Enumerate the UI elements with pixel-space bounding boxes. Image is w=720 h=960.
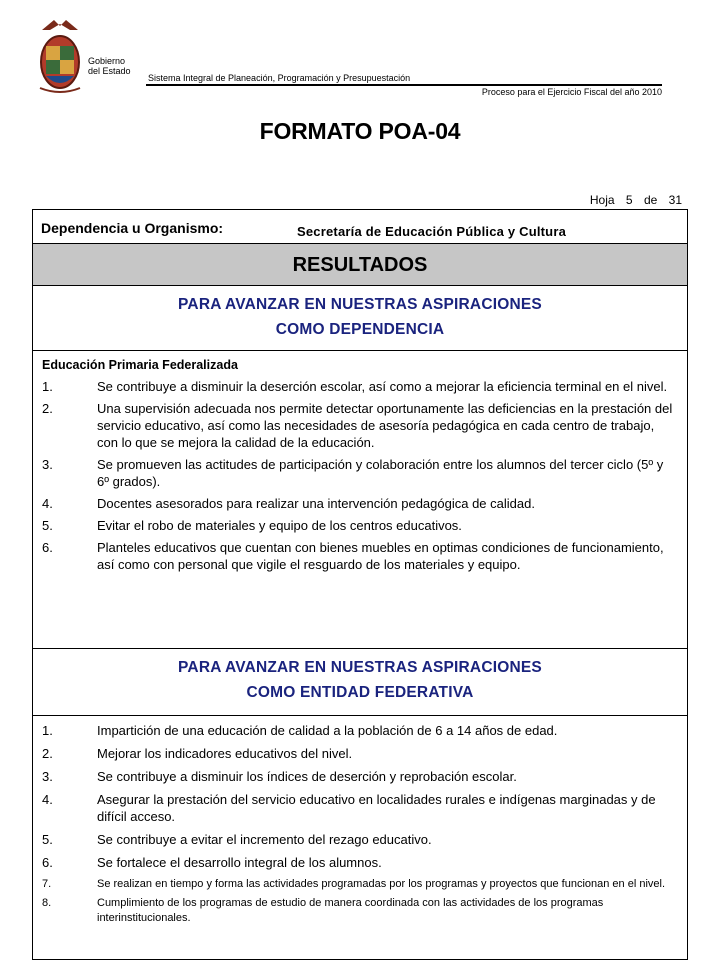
- list-item: [33, 378, 687, 395]
- item-text: Asegurar la prestación del servicio educativo en localidades rurales e indígenas marginadas y de difícil acceso.: [97, 792, 656, 824]
- list-item: [33, 517, 687, 534]
- item-number: 2.: [42, 401, 53, 416]
- system-name: Sistema Integral de Planeación, Programación y Presupuestación: [148, 73, 411, 83]
- list-item: [33, 400, 687, 451]
- item-text: Docentes asesorados para realizar una intervención pedagógica de calidad.: [97, 496, 535, 511]
- dependencia-label: Dependencia u Organismo:: [41, 220, 224, 236]
- list-item: [33, 791, 687, 825]
- section1-subtitle: Educación Primaria Federalizada: [42, 358, 238, 372]
- list-item: [33, 854, 687, 871]
- hoja-de: de: [643, 193, 658, 207]
- item-text: Se contribuye a disminuir los índices de deserción y reprobación escolar.: [97, 769, 517, 784]
- section2-line2: COMO ENTIDAD FEDERATIVA: [246, 684, 474, 701]
- item-number: 7.: [42, 878, 52, 890]
- section2-list: [33, 722, 687, 930]
- item-text: Se contribuye a disminuir la deserción escolar, así como a mejorar la eficiencia terminal en el nivel.: [97, 379, 668, 394]
- section1-line2: COMO DEPENDENCIA: [275, 321, 445, 338]
- list-item: [33, 456, 687, 490]
- list-item: [33, 539, 687, 573]
- item-number: 3.: [42, 769, 53, 784]
- section2-line1: PARA AVANZAR EN NUESTRAS ASPIRACIONES: [178, 659, 542, 676]
- item-number: 3.: [42, 457, 53, 472]
- section-entidad-heading: [33, 648, 687, 716]
- section-dependencia-heading: [33, 286, 687, 351]
- hoja-total: 31: [668, 193, 682, 207]
- list-item: [33, 745, 687, 762]
- item-number: 4.: [42, 496, 53, 511]
- list-item: [33, 831, 687, 848]
- item-number: 6.: [42, 855, 53, 870]
- item-number: 5.: [42, 832, 53, 847]
- item-text: Una supervisión adecuada nos permite detectar oportunamente las deficiencias en la prestación del servicio educativo, así como las necesidades de asesoría pedagógica en cada centro de trabajo, con lo que se mejora la calidad de la educación.: [97, 401, 673, 450]
- page-title: FORMATO POA-04: [259, 118, 461, 144]
- state-coat-of-arms-icon: [36, 16, 84, 96]
- dependencia-value: Secretaría de Educación Pública y Cultura: [297, 224, 567, 239]
- dependencia-row: [33, 210, 687, 244]
- item-text: Se contribuye a evitar el incremento del rezago educativo.: [97, 832, 432, 847]
- list-item: [33, 896, 687, 926]
- results-form: [32, 209, 688, 960]
- item-text: Se promueven las actitudes de participación y colaboración entre los alumnos del tercer ciclo (5º y 6º grados).: [97, 457, 664, 489]
- item-number: 1.: [42, 723, 53, 738]
- item-text: Planteles educativos que cuentan con bienes muebles en optimas condiciones de funcionamiento, así como con personal que vigile el resguardo de los materiales y equipo.: [97, 540, 664, 572]
- item-number: 6.: [42, 540, 53, 555]
- government-label: [88, 56, 131, 76]
- resultados-heading: RESULTADOS: [33, 244, 687, 286]
- list-item: [33, 768, 687, 785]
- section1-list: [33, 378, 687, 578]
- item-text: Impartición de una educación de calidad a la población de 6 a 14 años de edad.: [97, 723, 558, 738]
- item-number: 8.: [42, 897, 52, 909]
- item-number: 4.: [42, 792, 53, 807]
- hoja-label: Hoja: [589, 193, 615, 207]
- item-text: Se realizan en tiempo y forma las actividades programadas por los programas y proyectos que funcionan en el nivel.: [97, 878, 666, 890]
- item-text: Evitar el robo de materiales y equipo de los centros educativos.: [97, 518, 462, 533]
- list-item: [33, 877, 687, 892]
- header-divider: [146, 84, 662, 86]
- fiscal-process-label: Proceso para el Ejercicio Fiscal del año 2010: [481, 87, 662, 97]
- page-counter: [590, 193, 682, 207]
- hoja-current: 5: [625, 193, 633, 207]
- item-number: 5.: [42, 518, 53, 533]
- item-text: Cumplimiento de los programas de estudio de manera coordinada con las actividades de los programas interinstitucionales.: [97, 897, 604, 924]
- del-estado-text: del Estado: [88, 66, 131, 76]
- gobierno-text: Gobierno: [88, 56, 126, 66]
- list-item: [33, 495, 687, 512]
- item-text: Se fortalece el desarrollo integral de los alumnos.: [97, 855, 382, 870]
- item-number: 1.: [42, 379, 53, 394]
- list-item: [33, 722, 687, 739]
- item-text: Mejorar los indicadores educativos del nivel.: [97, 746, 353, 761]
- item-number: 2.: [42, 746, 53, 761]
- section1-line1: PARA AVANZAR EN NUESTRAS ASPIRACIONES: [178, 296, 542, 313]
